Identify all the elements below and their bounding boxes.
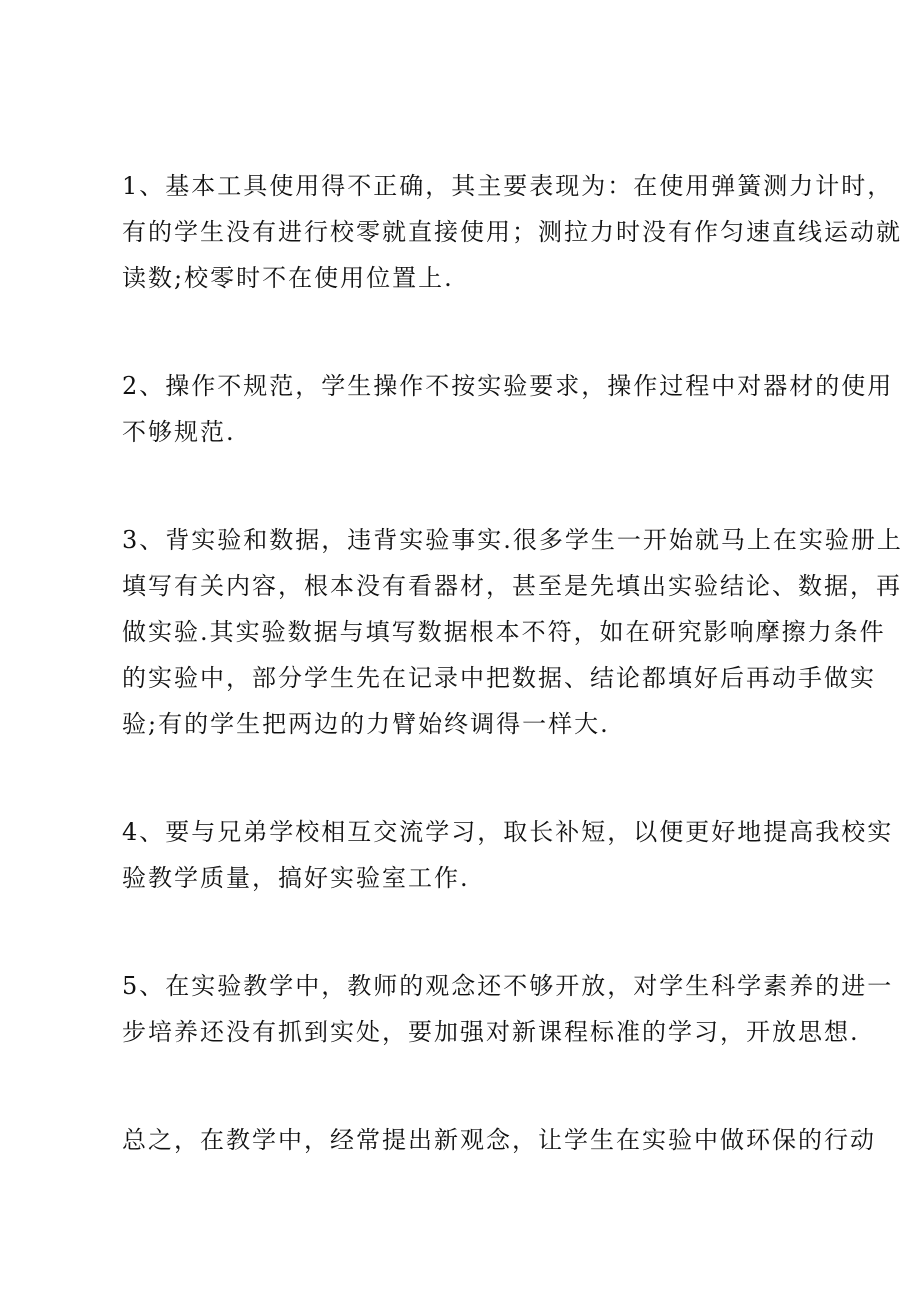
paragraph-line: 总之，在教学中，经常提出新观念，让学生在实验中做环保的行动 bbox=[122, 1126, 876, 1154]
paragraph-line: 验教学质量，搞好实验室工作. bbox=[122, 864, 470, 892]
paragraph-line: 4、要与兄弟学校相互交流学习，取长补短，以便更好地提高我校实 bbox=[122, 818, 894, 846]
paragraph-line: 1、基本工具使用得不正确，其主要表现为：在使用弹簧测力计时， bbox=[122, 172, 894, 200]
paragraph-item-2 bbox=[122, 363, 894, 455]
paragraph-line: 5、在实验教学中，教师的观念还不够开放，对学生科学素养的进一 bbox=[122, 972, 894, 1000]
paragraph-line: 有的学生没有进行校零就直接使用；测拉力时没有作匀速直线运动就 bbox=[122, 218, 902, 246]
paragraph-gap bbox=[122, 747, 822, 809]
paragraph-item-3 bbox=[122, 517, 903, 747]
paragraph-gap bbox=[122, 301, 822, 363]
paragraph-line: 验;有的学生把两边的力臂始终调得一样大. bbox=[122, 710, 610, 738]
paragraph-line: 不够规范. bbox=[122, 418, 236, 446]
paragraph-line: 读数;校零时不在使用位置上. bbox=[122, 264, 454, 292]
paragraph-line: 步培养还没有抓到实处，要加强对新课程标准的学习，开放思想. bbox=[122, 1018, 860, 1046]
paragraph-item-5 bbox=[122, 963, 894, 1055]
paragraph-gap bbox=[122, 901, 822, 963]
paragraph-line: 3、背实验和数据，违背实验事实.很多学生一开始就马上在实验册上 bbox=[122, 526, 903, 554]
paragraph-line: 的实验中，部分学生先在记录中把数据、结论都填好后再动手做实 bbox=[122, 664, 876, 692]
paragraph-gap bbox=[122, 455, 822, 517]
paragraph-line: 做实验.其实验数据与填写数据根本不符，如在研究影响摩擦力条件 bbox=[122, 618, 886, 646]
paragraph-summary bbox=[122, 1117, 876, 1163]
paragraph-gap bbox=[122, 1055, 822, 1117]
paragraph-item-1 bbox=[122, 163, 902, 301]
paragraph-line: 填写有关内容，根本没有看器材，甚至是先填出实验结论、数据，再 bbox=[122, 572, 902, 600]
document-body bbox=[122, 163, 903, 1163]
paragraph-item-4 bbox=[122, 809, 894, 901]
paragraph-line: 2、操作不规范，学生操作不按实验要求，操作过程中对器材的使用 bbox=[122, 372, 894, 400]
